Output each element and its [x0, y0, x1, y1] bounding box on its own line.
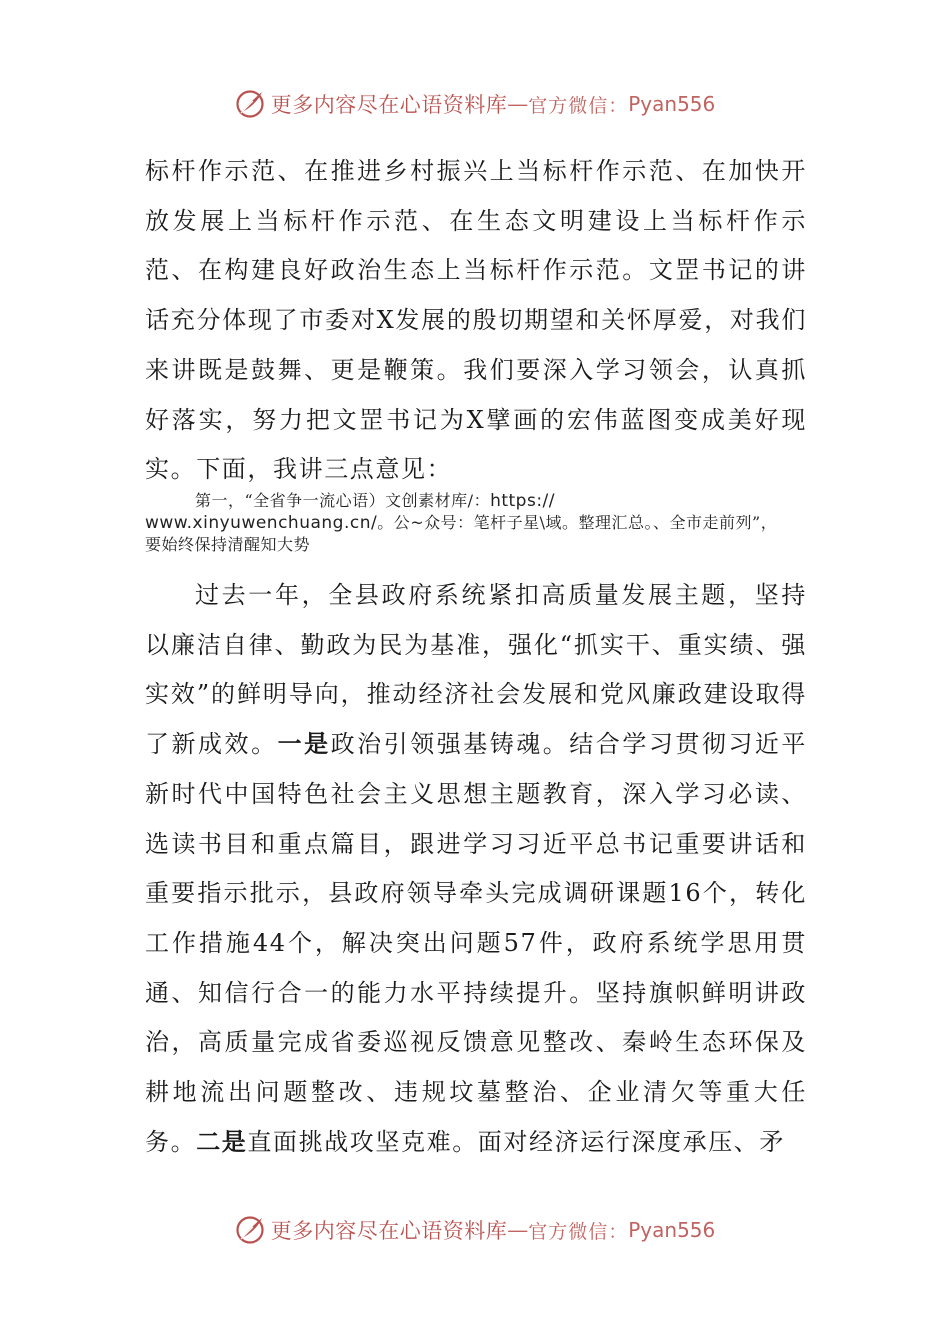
- paragraph-continuation: 标杆作示范、在推进乡村振兴上当标杆作示范、在加快开放发展上当标杆作示范、在生态文明建设上当标杆作示范、在构建良好政治生态上当标杆作示范。文罡书记的讲话充分体现了市委对X发展的殷切期望和关怀厚爱，对我们来讲既是鼓舞、更是鞭策。我们要深入学习领会，认真抓好落实，努力把文罡书记为X擘画的宏伟蓝图变成美好现实。下面，我讲三点意见：: [145, 157, 807, 484]
- banner-title: 更多内容尽在心语资料库: [270, 93, 508, 117]
- banner-separator: —: [507, 1218, 529, 1242]
- banner-wechat-label: 官方微信：: [528, 94, 629, 117]
- paragraph-point-one: 政治引领强基铸魂。结合学习贯彻习近平新时代中国特色社会主义思想主题教育，深入学习必读、选读书目和重点篇目，跟进学习习近平总书记重要讲话和重要指示批示，县政府领导牵头完成调研课题16个，转化工作措施44个，解决突出问题57件，政府系统学思用贯通、知信行合一的能力水平持续提升。坚持旗帜鲜明讲政治，高质量完成省委巡视反馈意见整改、秦岭生态环保及耕地流出问题整改、违规坟墓整治、企业清欠等重大任务。: [145, 730, 808, 1156]
- heading-url-part1: https://: [490, 491, 556, 511]
- banner-wechat-id: Pyan556: [628, 1218, 716, 1242]
- banner-wechat-label: 官方微信：: [528, 1220, 629, 1243]
- quill-pen-logo-icon: [235, 89, 265, 119]
- paragraph-review: [145, 571, 807, 1167]
- banner-title: 更多内容尽在心语资料库: [270, 1219, 508, 1243]
- banner-separator: —: [507, 92, 529, 116]
- heading-lead: 第一，“全省争一流心语）文创素材库/：: [195, 491, 491, 510]
- paragraph-intro: 过去一年，全县政府系统紧扣高质量发展主题，坚持以廉洁自律、勤政为民为基准，强化“抓实干、重实绩、强实效”的鲜明导向，推动经济社会发展和党风廉政建设取得了新成效。: [145, 581, 807, 759]
- header-banner: [0, 84, 950, 124]
- heading-url-part2: www.xinyuwenchuang.cn/: [145, 513, 378, 533]
- quill-pen-logo-icon: [235, 1215, 265, 1245]
- banner-wechat-id: Pyan556: [628, 92, 716, 116]
- paragraph-point-two: 直面挑战攻坚克难。面对经济运行深度承压、矛: [247, 1127, 786, 1156]
- heading-tail: 。公~众号：笔杆子星\域。整理汇总。、全市走前列”，要始终保持清醒知大势: [145, 513, 778, 554]
- bold-marker-one: 一是: [277, 730, 331, 759]
- section-heading: [145, 490, 785, 556]
- footer-banner: [0, 1210, 950, 1250]
- bold-marker-two: 二是: [196, 1127, 248, 1156]
